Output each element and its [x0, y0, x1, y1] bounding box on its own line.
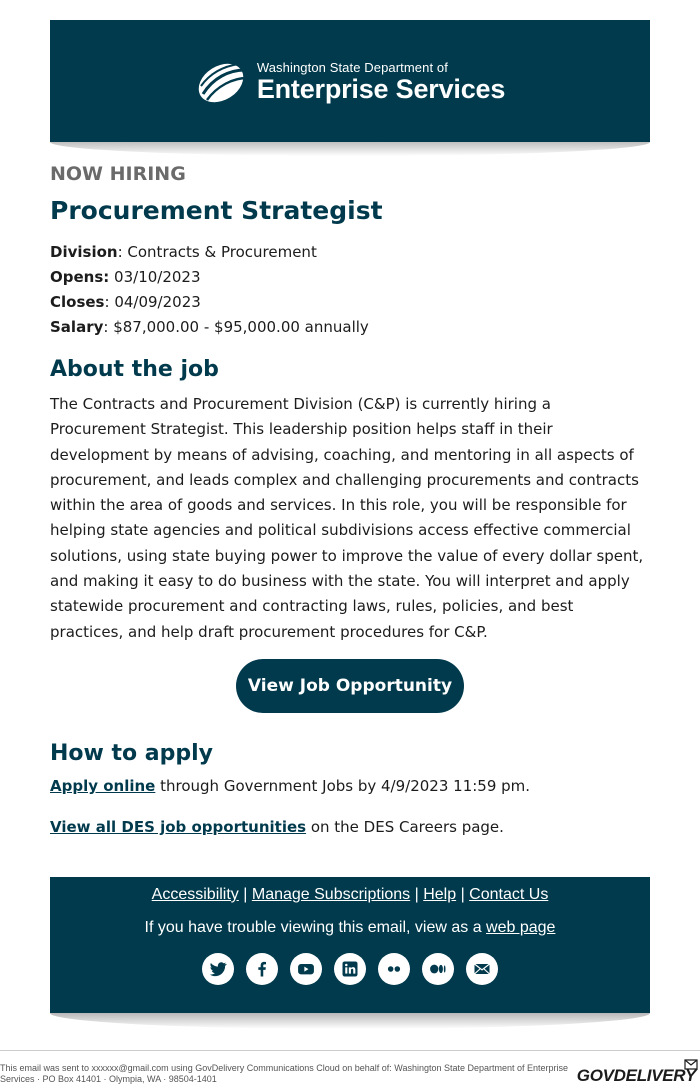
sender-fineprint: This email was sent to xxxxxx@gmail.com using GovDelivery Communications Cloud on behalf of: Washington State Department of Enterprise Services · PO Box 41401 · Olympia, WA · 98504-1401 [0, 1063, 569, 1084]
help-link[interactable]: Help [423, 886, 457, 903]
accessibility-link[interactable]: Accessibility [151, 886, 239, 903]
opens-label: Opens: [50, 268, 110, 286]
opens-row [50, 265, 650, 290]
salary-label: Salary [50, 318, 104, 336]
about-heading: About the job [50, 357, 219, 382]
closes-value: : 04/09/2023 [104, 293, 201, 311]
logo-org-small: Washington State Department of [256, 59, 448, 75]
view-job-button[interactable]: View Job Opportunity [236, 659, 464, 713]
about-body: The Contracts and Procurement Division (C&P) is currently hiring a Procurement Strategist. This leadership position helps staff in their development by means of advising, coaching, and mentoring in all aspects of procurement, and leads complex and challenging procurements and contracts within the area of goods and services. In this role, you will be responsible for helping state agencies and political subdivisions access effective commercial solutions, using state buying power to improve the value of every dollar spent, and making it easy to do business with the state. You will interpret and apply statewide procurement and contracting laws, rules, policies, and best practices, and help draft procurement procedures for C&P. [50, 395, 644, 641]
apply-online-link[interactable]: Apply online [50, 777, 156, 795]
govdelivery-logo[interactable]: GOVDELIVERY [576, 1066, 696, 1085]
now-hiring-label: NOW HIRING [50, 163, 186, 185]
view-text: If you have trouble viewing this email, view as a [144, 919, 487, 936]
youtube-icon[interactable] [290, 953, 322, 985]
flickr-icon[interactable] [378, 953, 410, 985]
footer-shadow [50, 1013, 650, 1029]
all-jobs-line [50, 818, 650, 836]
apply-heading: How to apply [50, 741, 214, 766]
salary-value: : $87,000.00 - $95,000.00 annually [103, 318, 369, 336]
footer [50, 877, 650, 1013]
bottom-divider [0, 1050, 700, 1051]
header-banner [50, 20, 650, 142]
division-label: Division [50, 243, 118, 261]
social-links [50, 953, 650, 985]
division-row [50, 240, 650, 265]
facebook-icon[interactable] [246, 953, 278, 985]
apply-line [50, 777, 650, 795]
footer-separator: | [456, 886, 470, 903]
all-jobs-text: on the DES Careers page. [306, 818, 504, 836]
twitter-icon[interactable] [202, 953, 234, 985]
opens-value: 03/10/2023 [109, 268, 201, 286]
linkedin-icon[interactable] [334, 953, 366, 985]
contact-us-link[interactable]: Contact Us [469, 886, 549, 903]
apply-line-text: through Government Jobs by 4/9/2023 11:59 pm. [155, 777, 531, 795]
footer-links [50, 886, 650, 904]
manage-subscriptions-link[interactable]: Manage Subscriptions [251, 886, 411, 903]
email-icon[interactable] [466, 953, 498, 985]
des-logo[interactable] [195, 56, 505, 106]
view-as-webpage [50, 919, 650, 937]
closes-label: Closes [50, 293, 105, 311]
job-title: Procurement Strategist [50, 196, 383, 225]
medium-icon[interactable] [422, 953, 454, 985]
footer-separator: | [238, 886, 252, 903]
footer-separator: | [410, 886, 424, 903]
cta-row [50, 659, 650, 713]
closes-row [50, 290, 650, 315]
header-shadow [50, 142, 650, 156]
logo-org-big: Enterprise Services [256, 73, 506, 104]
des-swirl-icon [195, 56, 251, 106]
job-meta [50, 240, 650, 340]
all-jobs-link[interactable]: View all DES job opportunities [50, 818, 307, 836]
web-page-link[interactable]: web page [486, 919, 556, 936]
division-value: : Contracts & Procurement [117, 243, 317, 261]
salary-row [50, 315, 650, 340]
